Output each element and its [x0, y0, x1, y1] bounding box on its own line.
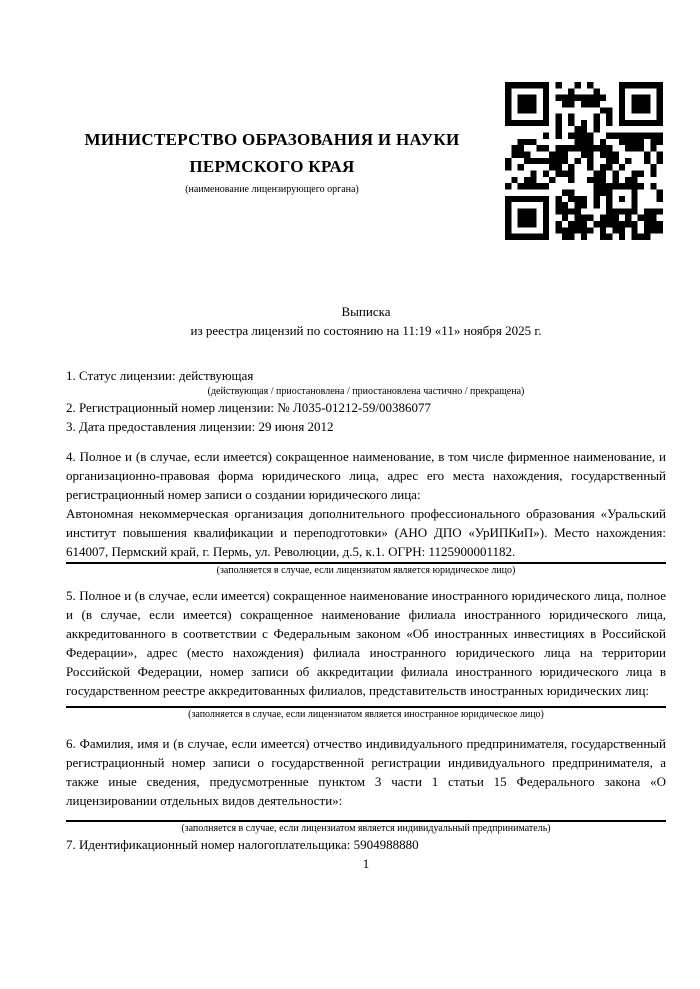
ministry-name — [66, 126, 478, 180]
item-5-foreign-entity — [66, 586, 666, 721]
page-number: 1 — [362, 856, 370, 871]
item-4-label: 4. Полное и (в случае, если имеется) сокращенное наименование, в том числе фирменное наименование, и организационно-правовая форма юридического лица, адрес его места нахождения, государственный регистрационный номер записи о создании юридического лица: — [66, 449, 666, 502]
item-4-legal-entity — [66, 447, 666, 577]
ministry-name-line2: ПЕРМСКОГО КРАЯ — [189, 157, 355, 176]
document-title-line1: Выписка — [341, 304, 391, 319]
item-1-license-status: 1. Статус лицензии: действующая — [66, 368, 254, 383]
item-6-entrepreneur — [66, 734, 666, 835]
document-body — [66, 366, 666, 873]
item-5-blank-line — [66, 700, 666, 708]
document-title-line2: из реестра лицензий по состоянию на 11:19 «11» ноября 2025 г. — [190, 323, 542, 338]
item-4-note: (заполняется в случае, если лицензиатом является юридическое лицо) — [216, 565, 516, 576]
item-5-note: (заполняется в случае, если лицензиатом является иностранное юридическое лицо) — [188, 709, 544, 720]
licensing-authority — [66, 126, 478, 196]
item-6-label: 6. Фамилия, имя и (в случае, если имеется) отчество индивидуального предпринимателя, государственный регистрационный номер записи о государственной регистрации индивидуального предпринимателя, а также иные сведения, предусмотренные пунктом 3 части 1 статьи 15 Федерального закона «О лицензировании отдельных видов деятельности»: — [66, 736, 666, 808]
item-4-value: Автономная некоммерческая организация дополнительного профессионального образования «Уральский институт повышения квалификации и переподготовки» (АНО ДПО «УрИПКиП»). Место нахождения: 614007, Пермский край, г. Пермь, ул. Революции, д.5, к.1. ОГРН: 1125900001182. — [66, 504, 666, 564]
item-5-label: 5. Полное и (в случае, если имеется) сокращенное наименование иностранного юридического лица, полное и (в случае, если имеется) сокращенное наименование филиала иностранного юридического лица, аккредитованного в соответствии с Федеральным законом «Об иностранных инвестициях в Российской Федерации», адрес (место нахождения) филиала иностранного юридического лица на территории Российской Федерации, номер записи об аккредитации филиала иностранного юридического лица в государственном реестре аккредитованных филиалов, представительств иностранных юридических лиц: — [66, 588, 666, 698]
item-6-blank-line — [66, 810, 666, 822]
ministry-name-line1: МИНИСТЕРСТВО ОБРАЗОВАНИЯ И НАУКИ — [84, 130, 460, 149]
item-6-note: (заполняется в случае, если лицензиатом является индивидуальный предприниматель) — [181, 823, 551, 834]
ministry-note: (наименование лицензирующего органа) — [185, 184, 359, 195]
qr-code — [505, 82, 663, 240]
item-3-grant-date: 3. Дата предоставления лицензии: 29 июня 2012 — [66, 419, 334, 434]
item-1-note: (действующая / приостановлена / приостановлена частично / прекращена) — [207, 386, 525, 397]
document-title — [66, 302, 666, 340]
item-2-registration-number: 2. Регистрационный номер лицензии: № Л035-01212-59/00386077 — [66, 400, 432, 415]
item-7-taxpayer-number: 7. Идентификационный номер налогоплательщика: 5904988880 — [66, 837, 419, 852]
